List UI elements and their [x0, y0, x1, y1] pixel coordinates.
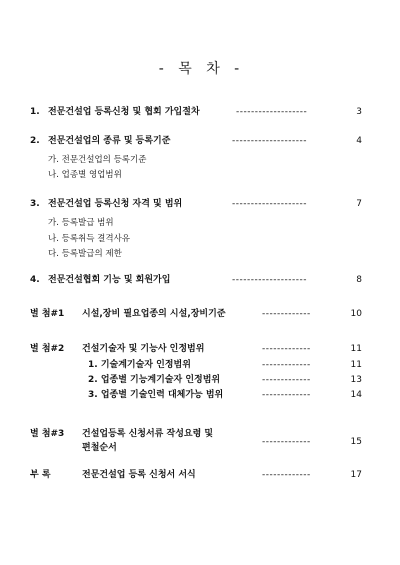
entry-page: 15 — [350, 437, 362, 447]
subentry-label: 1. 기술계기술자 인정범위 — [88, 360, 191, 370]
toc-subentry — [0, 387, 400, 403]
toc-subentry — [0, 152, 400, 168]
leader-dashes: ------------- — [262, 309, 311, 319]
toc-subentry — [0, 167, 400, 183]
entry-label: 전문건설업 등록 신청서 서식 — [82, 470, 196, 480]
leader-dashes: ------------------- — [236, 107, 308, 117]
toc-entry-3 — [0, 196, 400, 212]
appendix-number: 부 록 — [30, 470, 51, 480]
subentry-label: 3. 업종별 기술인력 대체가능 범위 — [88, 390, 224, 400]
leader-dashes: -------------------- — [232, 199, 307, 209]
toc-attachment-3-cont — [0, 440, 400, 456]
entry-label: 전문건설업 등록신청 및 협회 가입절차 — [48, 107, 200, 117]
entry-page: 3 — [356, 107, 362, 117]
entry-label: 시설,장비 필요업종의 시설,장비기준 — [82, 309, 226, 319]
toc-attachment-2 — [0, 341, 400, 357]
attachment-number: 별 첨#2 — [30, 344, 65, 354]
entry-label: 전문건설업 등록신청 자격 및 범위 — [48, 199, 183, 209]
toc-entry-2 — [0, 133, 400, 149]
entry-page: 11 — [350, 360, 362, 370]
leader-dashes: -------------------- — [232, 275, 307, 285]
entry-label-cont: 편철순서 — [82, 443, 117, 453]
leader-dashes: ------------- — [262, 470, 311, 480]
subentry-label: 나. 업종별 영업범위 — [48, 170, 122, 180]
entry-number: 3. — [30, 199, 40, 209]
entry-number: 1. — [30, 107, 40, 117]
subentry-label: 가. 전문건설업의 등록기준 — [48, 155, 147, 165]
leader-dashes: ------------- — [262, 437, 311, 447]
toc-attachment-1 — [0, 306, 400, 322]
leader-dashes: -------------------- — [232, 136, 307, 146]
toc-title: - 목 차 - — [158, 61, 242, 77]
entry-label: 전문건설업의 종류 및 등록기준 — [48, 136, 171, 146]
entry-label: 건설업등록 신청서류 작성요령 및 — [82, 429, 214, 439]
leader-dashes: ------------- — [262, 375, 311, 385]
toc-subentry — [0, 372, 400, 388]
subentry-label: 가. 등록발급 범위 — [48, 218, 114, 228]
subentry-label: 나. 등록취득 결격사유 — [48, 234, 131, 244]
toc-entry-4 — [0, 272, 400, 288]
toc-appendix — [0, 467, 400, 483]
entry-page: 14 — [350, 390, 362, 400]
entry-page: 17 — [350, 470, 362, 480]
leader-dashes: ------------- — [262, 360, 311, 370]
leader-dashes: ------------- — [262, 390, 311, 400]
entry-label: 건설기술자 및 기능사 인정범위 — [82, 344, 205, 354]
entry-label: 전문건설협회 기능 및 회원가입 — [48, 275, 171, 285]
toc-subentry — [0, 215, 400, 231]
toc-subentry — [0, 231, 400, 247]
subentry-label: 2. 업종별 기능계기술자 인정범위 — [88, 375, 221, 385]
entry-page: 11 — [350, 344, 362, 354]
entry-page: 7 — [356, 199, 362, 209]
entry-page: 4 — [356, 136, 362, 146]
attachment-number: 별 첨#3 — [30, 429, 65, 439]
toc-entry-1 — [0, 104, 400, 120]
entry-number: 2. — [30, 136, 40, 146]
subentry-label: 다. 등록발급의 제한 — [48, 249, 122, 259]
entry-page: 10 — [350, 309, 362, 319]
entry-page: 13 — [350, 375, 362, 385]
attachment-number: 별 첨#1 — [30, 309, 65, 319]
toc-subentry — [0, 246, 400, 262]
toc-subentry — [0, 357, 400, 373]
entry-page: 8 — [356, 275, 362, 285]
entry-number: 4. — [30, 275, 40, 285]
leader-dashes: ------------- — [262, 344, 311, 354]
